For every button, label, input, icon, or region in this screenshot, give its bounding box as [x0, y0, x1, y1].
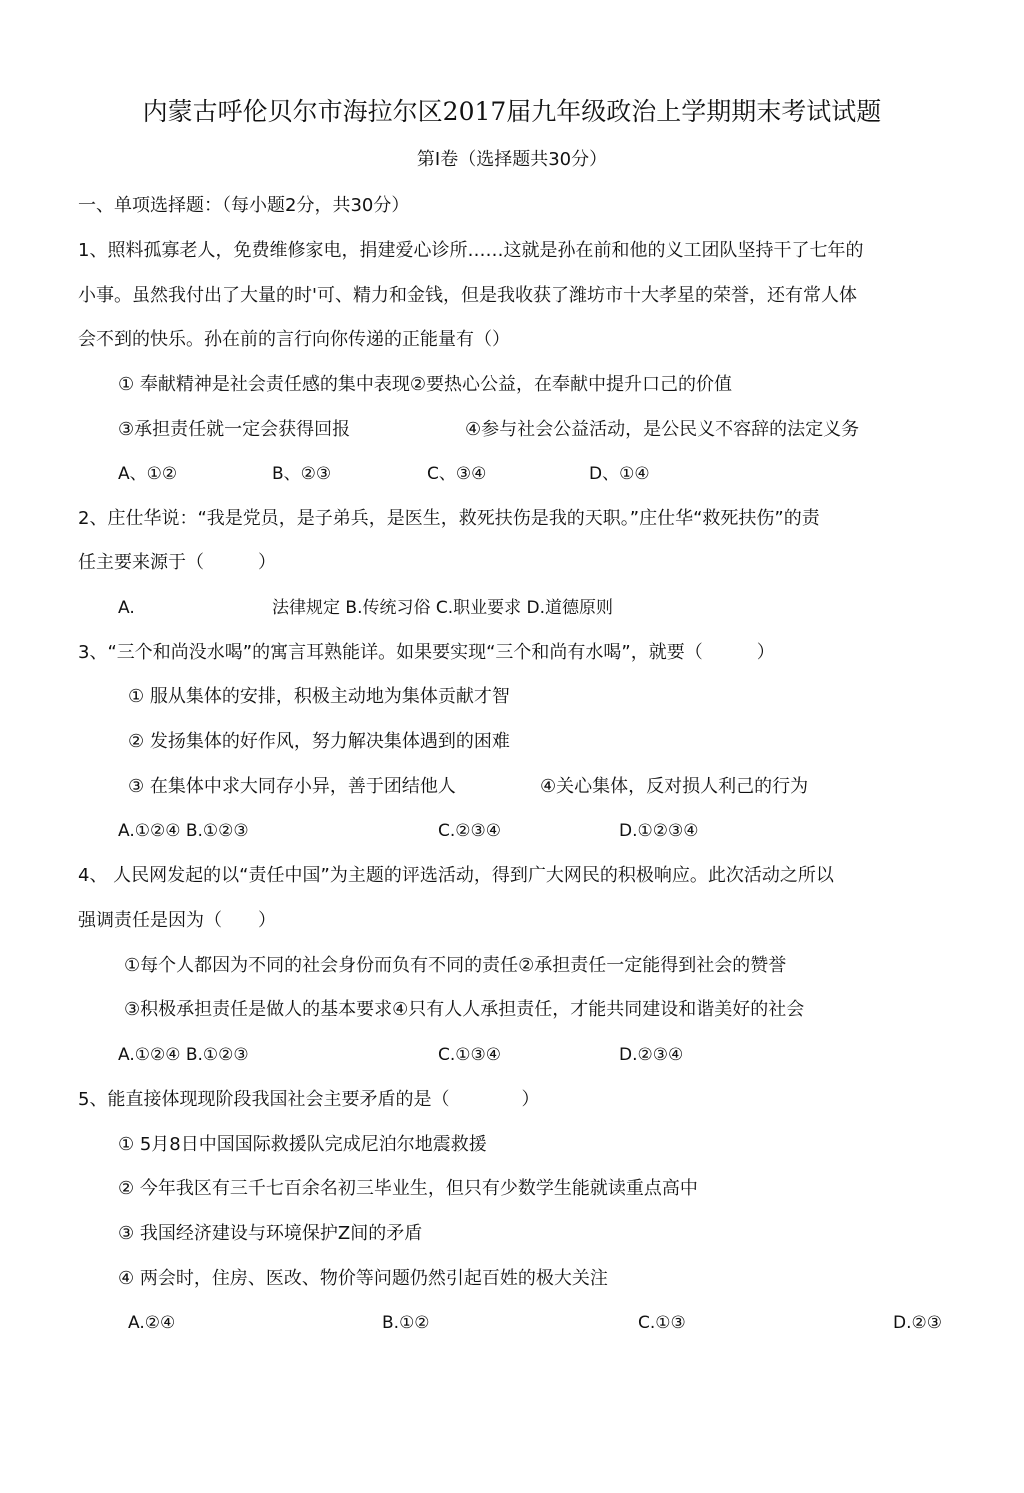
answer-options-ab: A.①②④ B.①②③ — [118, 1045, 249, 1065]
choice-statement: ④参与社会公益活动，是公民义不容辞的法定义务 — [465, 419, 860, 440]
choice-statement: ① 5月8日中国国际救援队完成尼泊尔地震救援 — [118, 1134, 487, 1155]
choice-statement: ② 今年我区有三千七百余名初三毕业生，但只有少数学生能就读重点高中 — [118, 1178, 698, 1199]
answer-option-b: B.①② — [382, 1313, 430, 1333]
answer-option-a: A、①② — [118, 464, 178, 484]
choice-statement: ④关心集体，反对损人利己的行为 — [540, 776, 809, 797]
answer-options-row: 法律规定 B.传统习俗 C.职业要求 D.道德原则 — [272, 598, 614, 618]
question-stem-line: 小事。虽然我付出了大量的时'可、精力和金钱，但是我收获了潍坊市十大孝星的荣誉，还有常人体 — [78, 285, 857, 306]
answer-option-a-label: A. — [118, 598, 135, 618]
question-stem-line: 4、 人民网发起的以“责任中国”为主题的评选活动，得到广大网民的积极响应。此次活动之所以 — [78, 865, 834, 886]
section-heading: 一、单项选择题：（每小题2分，共30分） — [78, 195, 410, 216]
question-stem-line: 任主要来源于（ ） — [78, 552, 276, 573]
question-stem-line: 1、照料孤寡老人，免费维修家电，捐建爱心诊所……这就是孙在前和他的义工团队坚持干了七年的 — [78, 240, 864, 261]
answer-option-a: A.②④ — [128, 1313, 176, 1333]
question-stem-line: 5、能直接体现现阶段我国社会主要矛盾的是（ ） — [78, 1089, 540, 1110]
answer-option-d: D.②③④ — [619, 1045, 684, 1065]
question-stem-line: 强调责任是因为（ ） — [78, 910, 276, 931]
answer-option-c: C.①③ — [638, 1313, 686, 1333]
page-title: 内蒙古呼伦贝尔市海拉尔区2017届九年级政治上学期期末考试试题 — [142, 97, 882, 126]
answer-options-ab: A.①②④ B.①②③ — [118, 821, 249, 841]
choice-statement: ③ 我国经济建设与环境保护Z间的矛盾 — [118, 1223, 423, 1244]
question-stem-line: 3、“三个和尚没水喝”的寓言耳熟能详。如果要实现“三个和尚有水喝”，就要（ ） — [78, 642, 775, 663]
answer-option-d: D.①②③④ — [619, 821, 699, 841]
choice-statement: ③承担责任就一定会获得回报 — [118, 419, 351, 440]
choice-statement: ①每个人都因为不同的社会身份而负有不同的责任②承担责任一定能得到社会的赞誉 — [124, 955, 787, 976]
paper-part-heading: 第Ⅰ卷（选择题共30分） — [416, 149, 608, 170]
choice-statement: ③ 在集体中求大同存小异，善于团结他人 — [128, 776, 456, 797]
choice-statement: ② 发扬集体的好作风，努力解决集体遇到的困难 — [128, 731, 510, 752]
answer-option-b: B、②③ — [272, 464, 332, 484]
answer-option-c: C.①③④ — [438, 1045, 501, 1065]
choice-statement: ④ 两会时，住房、医改、物价等问题仍然引起百姓的极大关注 — [118, 1268, 608, 1289]
question-stem-line: 2、庄仕华说：“我是党员，是子弟兵，是医生，救死扶伤是我的天职。”庄仕华“救死扶伤”的责 — [78, 508, 820, 529]
choice-statement: ③积极承担责任是做人的基本要求④只有人人承担责任，才能共同建设和谐美好的社会 — [124, 999, 805, 1020]
choice-statement: ① 服从集体的安排，积极主动地为集体贡献才智 — [128, 686, 510, 707]
answer-option-c: C、③④ — [427, 464, 487, 484]
answer-option-d: D.②③ — [893, 1313, 942, 1333]
answer-option-d: D、①④ — [589, 464, 650, 484]
question-stem-line: 会不到的快乐。孙在前的言行向你传递的正能量有（） — [78, 329, 510, 350]
choice-statement: ① 奉献精神是社会责任感的集中表现②要热心公益，在奉献中提升口己的价值 — [118, 374, 732, 395]
answer-option-c: C.②③④ — [438, 821, 501, 841]
